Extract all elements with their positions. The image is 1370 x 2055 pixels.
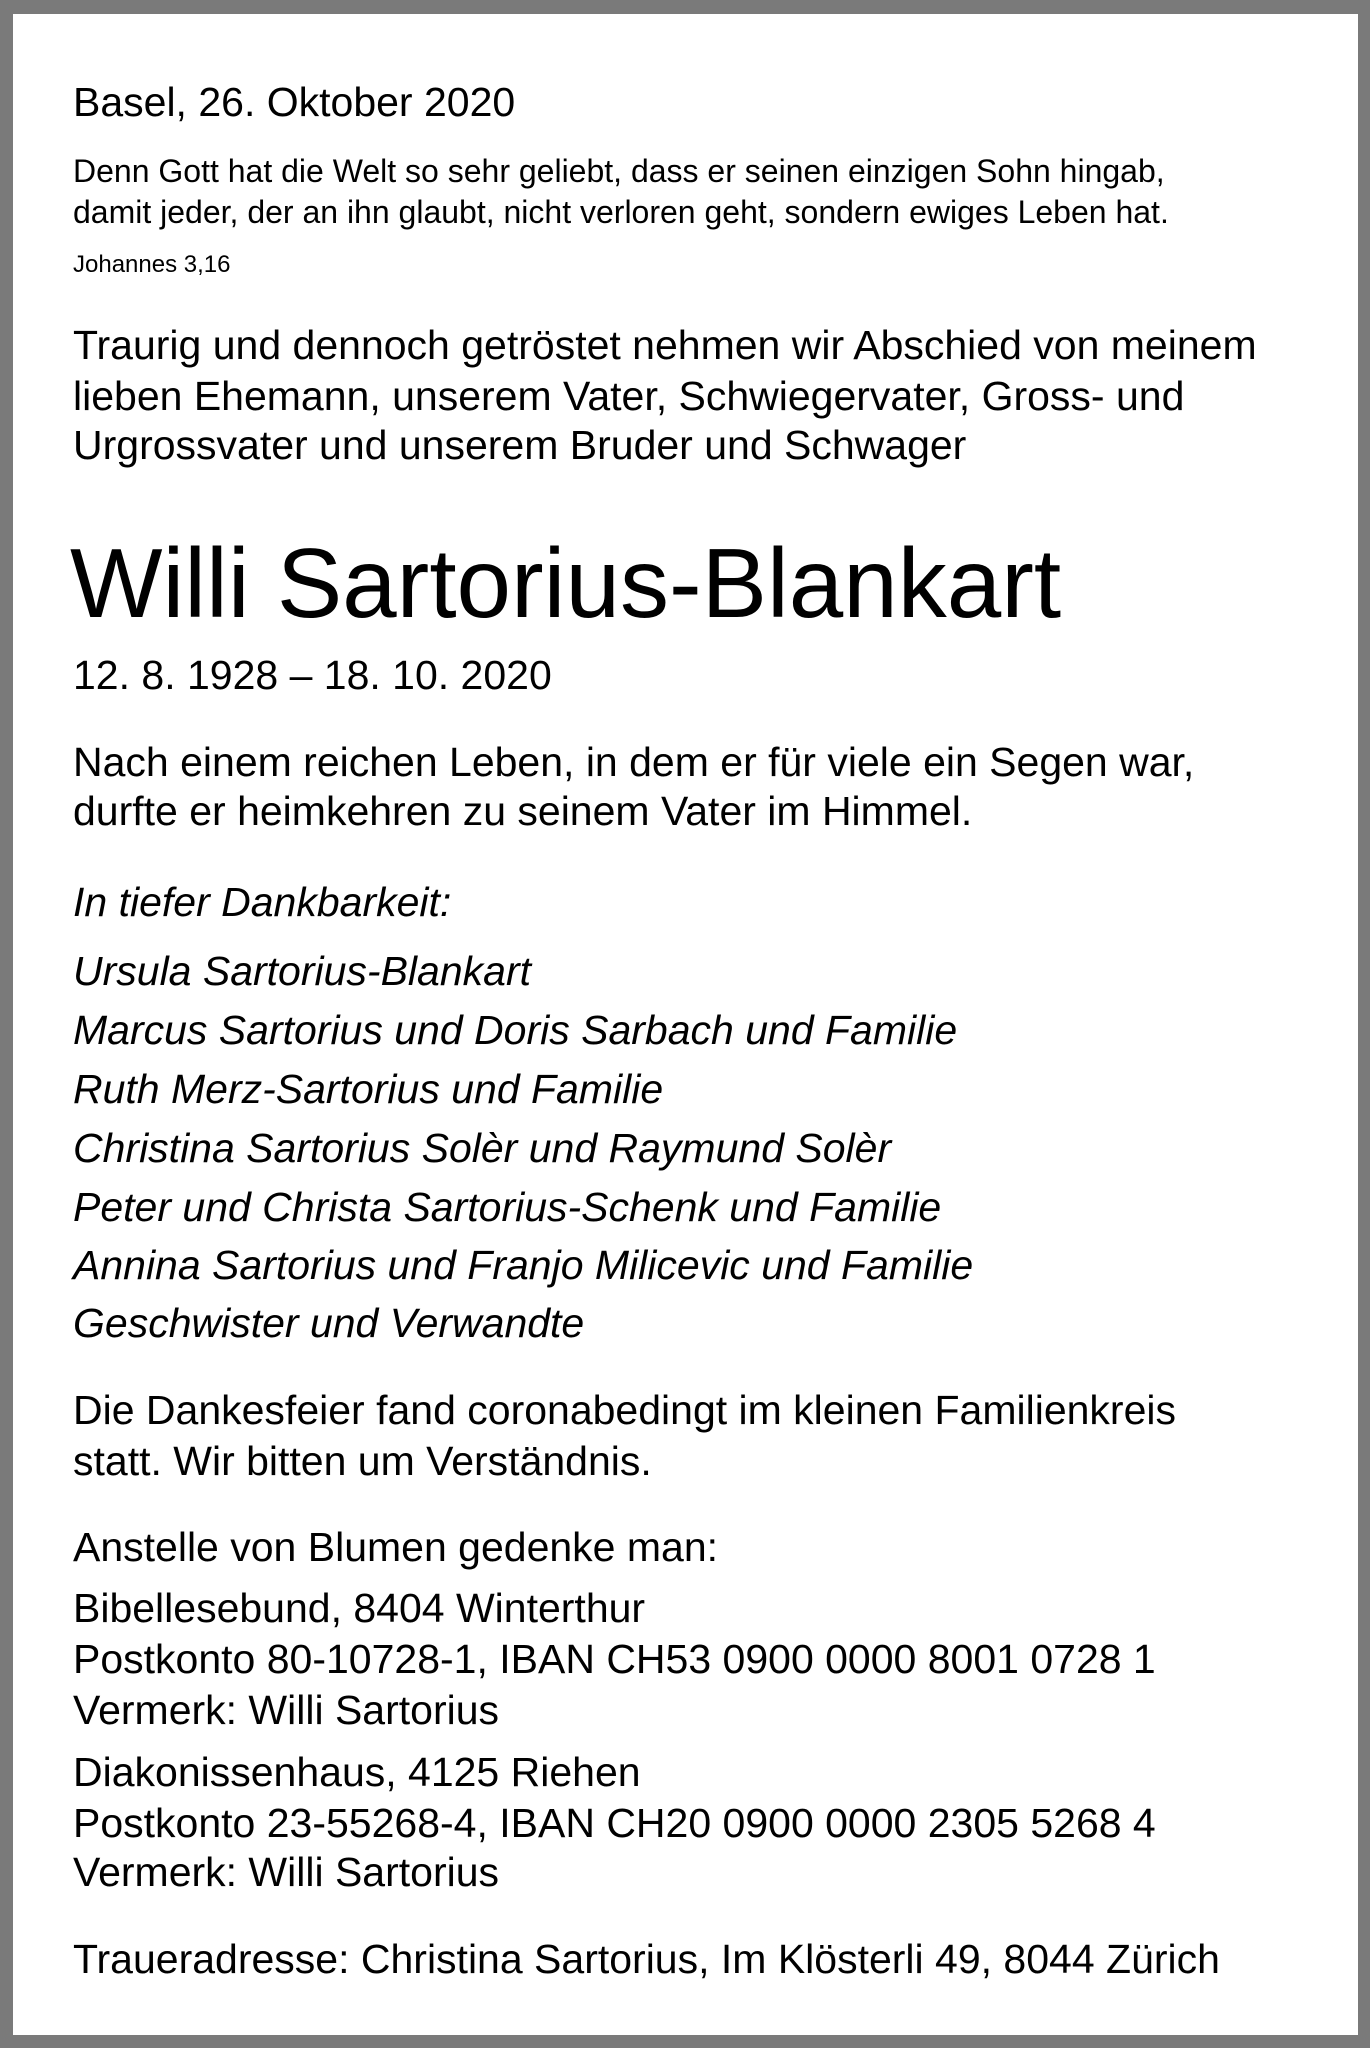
mourner-name: Christina Sartorius Solèr und Raymund Solèr	[73, 1125, 892, 1171]
donation-account: Postkonto 23-55268-4, IBAN CH20 0900 0000 2305 5268 4	[73, 1800, 1156, 1846]
donation-recipient-name: Bibellesebund, 8404 Winterthur	[73, 1585, 646, 1631]
deceased-name: Willi Sartorius-Blankart	[70, 528, 1062, 638]
mourners-heading: In tiefer Dankbarkeit:	[73, 879, 452, 925]
ceremony-line: Die Dankesfeier fand coronabedingt im kleinen Familienkreis	[73, 1387, 1176, 1433]
donations-heading: Anstelle von Blumen gedenke man:	[73, 1524, 719, 1570]
mourning-address: Traueradresse: Christina Sartorius, Im Klösterli 49, 8044 Zürich	[73, 1936, 1220, 1982]
donation-recipient-name: Diakonissenhaus, 4125 Riehen	[73, 1749, 641, 1795]
ceremony-line: statt. Wir bitten um Verständnis.	[73, 1438, 652, 1484]
intro-line: Urgrossvater und unserem Bruder und Schwager	[73, 422, 967, 468]
mourner-name: Peter und Christa Sartorius-Schenk und Familie	[73, 1184, 942, 1230]
mourner-name: Marcus Sartorius und Doris Sarbach und Familie	[73, 1007, 958, 1053]
donation-note: Vermerk: Willi Sartorius	[73, 1687, 500, 1733]
mourner-name: Ruth Merz-Sartorius und Familie	[73, 1066, 664, 1112]
verse-reference: Johannes 3,16	[73, 251, 231, 278]
life-dates: 12. 8. 1928 – 18. 10. 2020	[73, 652, 552, 698]
tribute-line: Nach einem reichen Leben, in dem er für viele ein Segen war,	[73, 739, 1195, 785]
mourner-name: Geschwister und Verwandte	[73, 1300, 585, 1346]
intro-line: lieben Ehemann, unserem Vater, Schwiegervater, Gross- und	[73, 373, 1185, 419]
verse-line: Denn Gott hat die Welt so sehr geliebt, dass er seinen einzigen Sohn hingab,	[73, 153, 1165, 189]
tribute-line: durfte er heimkehren zu seinem Vater im Himmel.	[73, 788, 973, 834]
donation-note: Vermerk: Willi Sartorius	[73, 1849, 500, 1895]
mourner-name: Ursula Sartorius-Blankart	[73, 948, 531, 994]
mourner-name: Annina Sartorius und Franjo Milicevic und Familie	[73, 1242, 974, 1288]
verse-line: damit jeder, der an ihn glaubt, nicht verloren geht, sondern ewiges Leben hat.	[73, 194, 1169, 230]
intro-line: Traurig und dennoch getröstet nehmen wir Abschied von meinem	[73, 322, 1257, 368]
donation-account: Postkonto 80-10728-1, IBAN CH53 0900 0000 8001 0728 1	[73, 1636, 1156, 1682]
place-date: Basel, 26. Oktober 2020	[73, 79, 516, 125]
